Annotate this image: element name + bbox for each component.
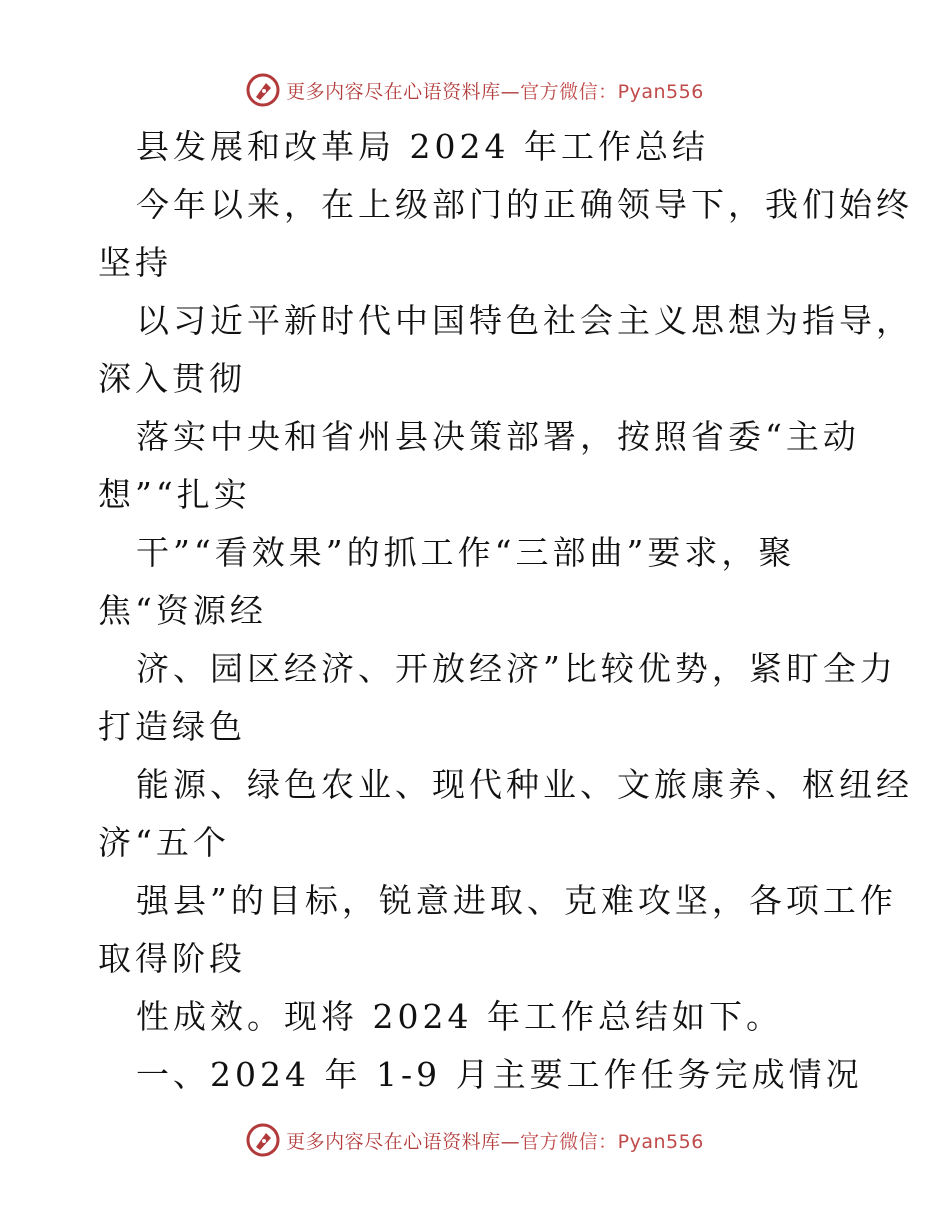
paragraph-line: 能源、绿色农业、现代种业、文旅康养、枢纽经: [136, 765, 913, 804]
paragraph-line: 想”“扎实: [98, 475, 251, 514]
paragraph-line: 打造绿色: [98, 707, 246, 746]
paragraph-line: 今年以来，在上级部门的正确领导下，我们始终: [136, 185, 913, 224]
banner-text: [286, 1127, 704, 1154]
banner-main-text: 更多内容尽在心语资料库: [286, 1130, 501, 1153]
paragraph-line: 济“五个: [98, 823, 230, 862]
banner-main-text: 更多内容尽在心语资料库: [286, 80, 501, 103]
banner-dash: —: [500, 80, 521, 103]
banner-wechat-text: 官方微信：Pyan556: [520, 80, 704, 103]
paragraph-line: 焦“资源经: [98, 591, 267, 630]
banner-dash: —: [500, 1130, 521, 1153]
banner-text: [286, 77, 704, 104]
paragraph-line: 济、园区经济、开放经济”比较优势，紧盯全力: [136, 649, 897, 688]
paragraph-line: 落实中央和省州县决策部署，按照省委“主动: [136, 417, 860, 456]
paragraph-line: 取得阶段: [98, 939, 246, 978]
pen-nib-logo-icon: [246, 1123, 280, 1157]
header-banner: [0, 70, 950, 110]
section-heading: 一、2024 年 1-9 月主要工作任务完成情况: [136, 1055, 863, 1094]
banner-wechat-text: 官方微信：Pyan556: [520, 1130, 704, 1153]
paragraph-line: 深入贯彻: [98, 359, 246, 398]
footer-banner: [0, 1120, 950, 1160]
paragraph-line: 以习近平新时代中国特色社会主义思想为指导，: [136, 301, 913, 340]
paragraph-line: 性成效。现将 2024 年工作总结如下。: [136, 997, 783, 1036]
paragraph-line: 坚持: [98, 243, 172, 282]
paragraph-line: 强县”的目标，锐意进取、克难攻坚，各项工作: [136, 881, 897, 920]
paragraph-line: 干”“看效果”的抓工作“三部曲”要求，聚: [136, 533, 796, 572]
document-title: 县发展和改革局 2024 年工作总结: [136, 127, 709, 166]
document-body: [98, 118, 913, 1104]
pen-nib-logo-icon: [246, 73, 280, 107]
